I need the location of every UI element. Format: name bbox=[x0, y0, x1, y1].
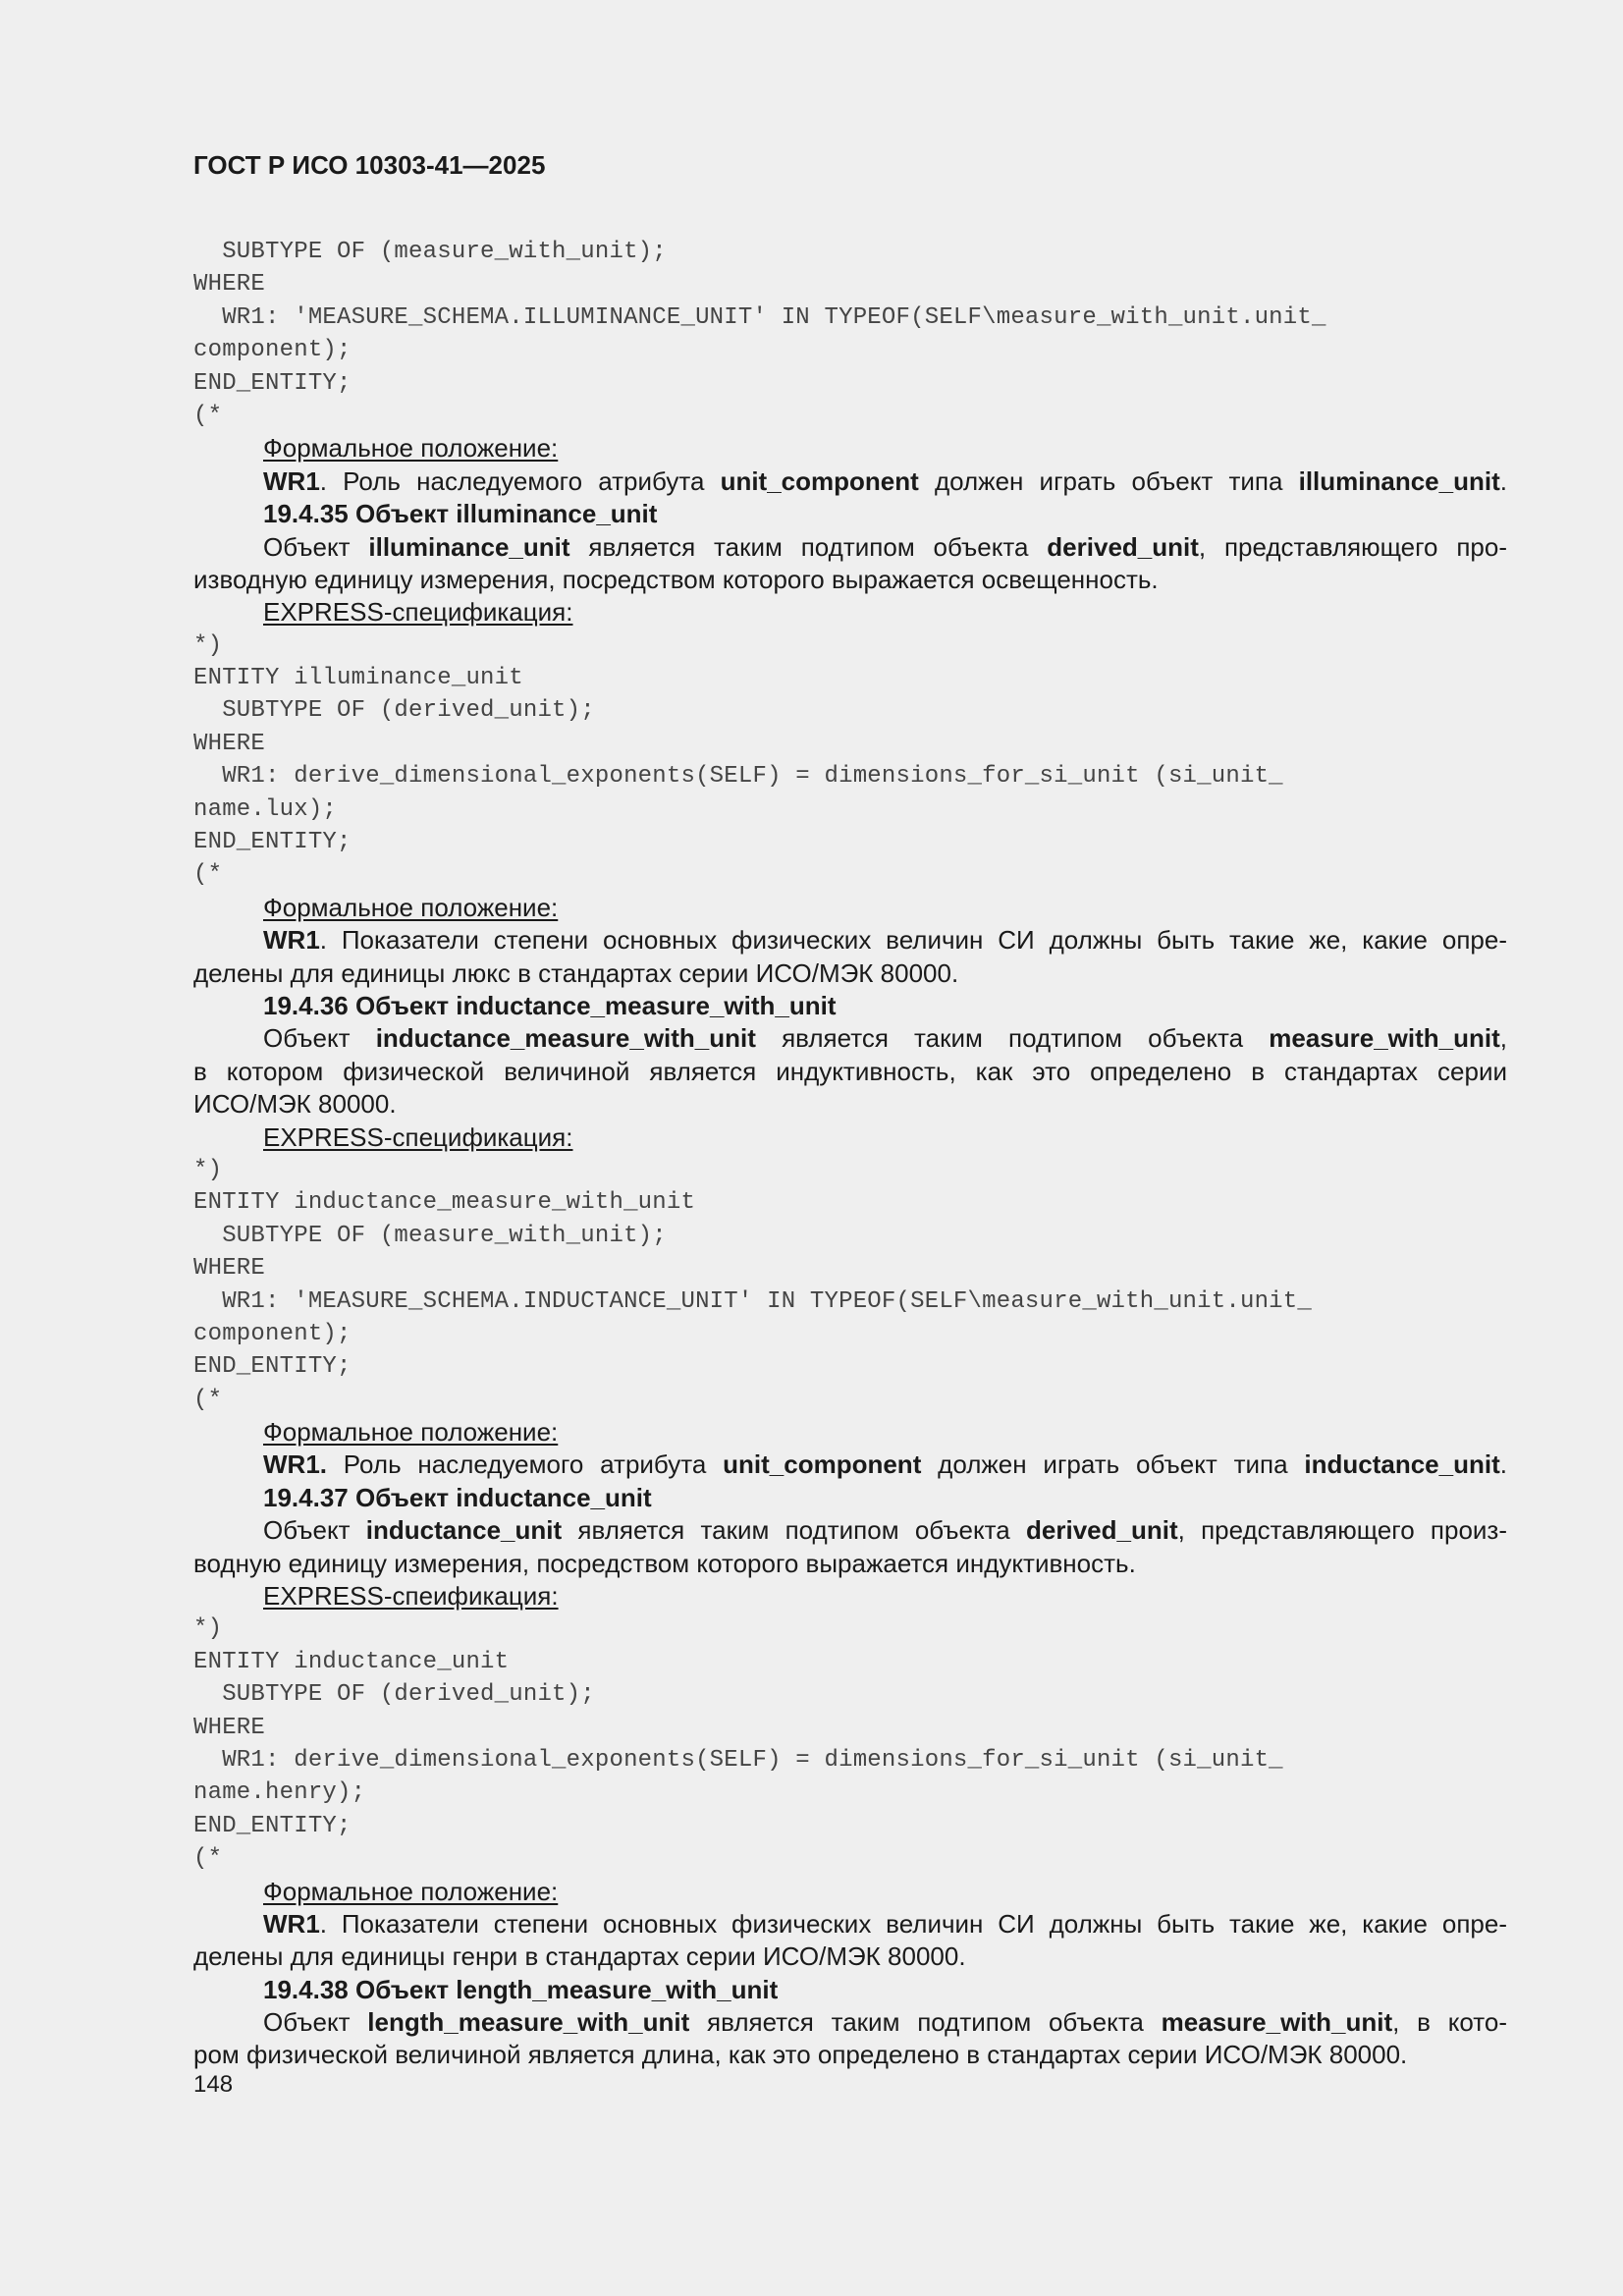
code-line: ENTITY inductance_measure_with_unit bbox=[193, 1189, 696, 1217]
formal-statement-label: Формальное положение: bbox=[263, 433, 559, 464]
paragraph-line: делены для единицы люкс в стандартах серии ИСО/МЭК 80000. bbox=[193, 957, 959, 988]
code-line: WR1: 'MEASURE_SCHEMA.INDUCTANCE_UNIT' IN TYPEOF(SELF\measure_with_unit.unit_ bbox=[193, 1287, 1312, 1315]
rule-paragraph: WR1. Роль наследуемого атрибута unit_component должен играть объект типа illuminance_unit. bbox=[263, 465, 1507, 496]
code-line: END_ENTITY; bbox=[193, 1812, 352, 1839]
document-header: ГОСТ Р ИСО 10303-41—2025 bbox=[193, 150, 546, 180]
paragraph-line: делены для единицы генри в стандартах серии ИСО/МЭК 80000. bbox=[193, 1941, 966, 1972]
code-line: *) bbox=[193, 1615, 223, 1643]
formal-statement-label: Формальное положение: bbox=[263, 892, 559, 922]
rule-paragraph: WR1. Показатели степени основных физических величин СИ должны быть такие же, какие опре- bbox=[263, 925, 1507, 956]
code-line: SUBTYPE OF (measure_with_unit); bbox=[193, 1222, 667, 1249]
page-number: 148 bbox=[193, 2071, 234, 2098]
code-line: ENTITY illuminance_unit bbox=[193, 665, 523, 692]
paragraph-line: изводную единицу измерения, посредством которого выражается освещенность. bbox=[193, 564, 1159, 594]
paragraph-line: Объект illuminance_unit является таким подтипом объекта derived_unit, представляющего про- bbox=[263, 531, 1508, 562]
code-line: WHERE bbox=[193, 271, 266, 299]
code-line: WHERE bbox=[193, 1714, 266, 1741]
code-line: (* bbox=[193, 861, 223, 889]
code-line: WR1: derive_dimensional_exponents(SELF) = dimensions_for_si_unit (si_unit_ bbox=[193, 1746, 1283, 1774]
code-line: (* bbox=[193, 1386, 223, 1413]
section-heading: 19.4.37 Объект inductance_unit bbox=[263, 1482, 652, 1512]
code-line: SUBTYPE OF (measure_with_unit); bbox=[193, 239, 667, 265]
code-line: *) bbox=[193, 631, 223, 659]
code-line: (* bbox=[193, 402, 223, 429]
code-line: *) bbox=[193, 1156, 223, 1183]
code-line: WHERE bbox=[193, 730, 266, 757]
code-line: component); bbox=[193, 1320, 352, 1347]
code-line: (* bbox=[193, 1845, 223, 1873]
code-line: END_ENTITY; bbox=[193, 369, 352, 397]
code-line: END_ENTITY; bbox=[193, 1353, 352, 1381]
code-line: name.henry); bbox=[193, 1779, 366, 1807]
rule-paragraph: WR1. Показатели степени основных физических величин СИ должны быть такие же, какие опре- bbox=[263, 1908, 1507, 1939]
express-spec-label: EXPRESS-спецификация: bbox=[263, 1121, 573, 1152]
code-line: SUBTYPE OF (derived_unit); bbox=[193, 697, 595, 725]
formal-statement-label: Формальное положение: bbox=[263, 1417, 559, 1448]
code-line: name.lux); bbox=[193, 795, 338, 823]
code-line: ENTITY inductance_unit bbox=[193, 1648, 510, 1675]
code-line: component); bbox=[193, 337, 352, 364]
section-heading: 19.4.36 Объект inductance_measure_with_unit bbox=[263, 990, 837, 1020]
code-line: WHERE bbox=[193, 1255, 266, 1283]
paragraph-line: ИСО/МЭК 80000. bbox=[193, 1089, 397, 1120]
formal-statement-label: Формальное положение: bbox=[263, 1876, 559, 1906]
paragraph-line: Объект inductance_measure_with_unit является таким подтипом объекта measure_with_unit, bbox=[263, 1023, 1507, 1054]
code-line: WR1: 'MEASURE_SCHEMA.ILLUMINANCE_UNIT' IN TYPEOF(SELF\measure_with_unit.unit_ bbox=[193, 303, 1326, 331]
paragraph-line: Объект length_measure_with_unit является таким подтипом объекта measure_with_unit, в кото- bbox=[263, 2007, 1508, 2038]
code-line: END_ENTITY; bbox=[193, 829, 352, 856]
document-page bbox=[193, 147, 1507, 2072]
rule-paragraph: WR1. Роль наследуемого атрибута unit_component должен играть объект типа inductance_unit. bbox=[263, 1449, 1507, 1480]
section-heading: 19.4.38 Объект length_measure_with_unit bbox=[263, 1974, 779, 2004]
express-spec-label: EXPRESS-спеификация: bbox=[263, 1581, 559, 1612]
paragraph-line: в котором физической величиной является индуктивность, как это определено в стандартах серии bbox=[193, 1056, 1507, 1086]
paragraph-line: водную единицу измерения, посредством которого выражается индуктивность. bbox=[193, 1548, 1136, 1578]
paragraph-line: Объект inductance_unit является таким подтипом объекта derived_unit, представляющего произ- bbox=[263, 1515, 1508, 1546]
section-heading: 19.4.35 Объект illuminance_unit bbox=[263, 499, 658, 529]
code-line: WR1: derive_dimensional_exponents(SELF) = dimensions_for_si_unit (si_unit_ bbox=[193, 763, 1283, 791]
express-spec-label: EXPRESS-спецификация: bbox=[263, 597, 573, 628]
paragraph-line: ром физической величиной является длина, как это определено в стандартах серии ИСО/МЭК 80000. bbox=[193, 2040, 1408, 2070]
code-line: SUBTYPE OF (derived_unit); bbox=[193, 1681, 595, 1709]
